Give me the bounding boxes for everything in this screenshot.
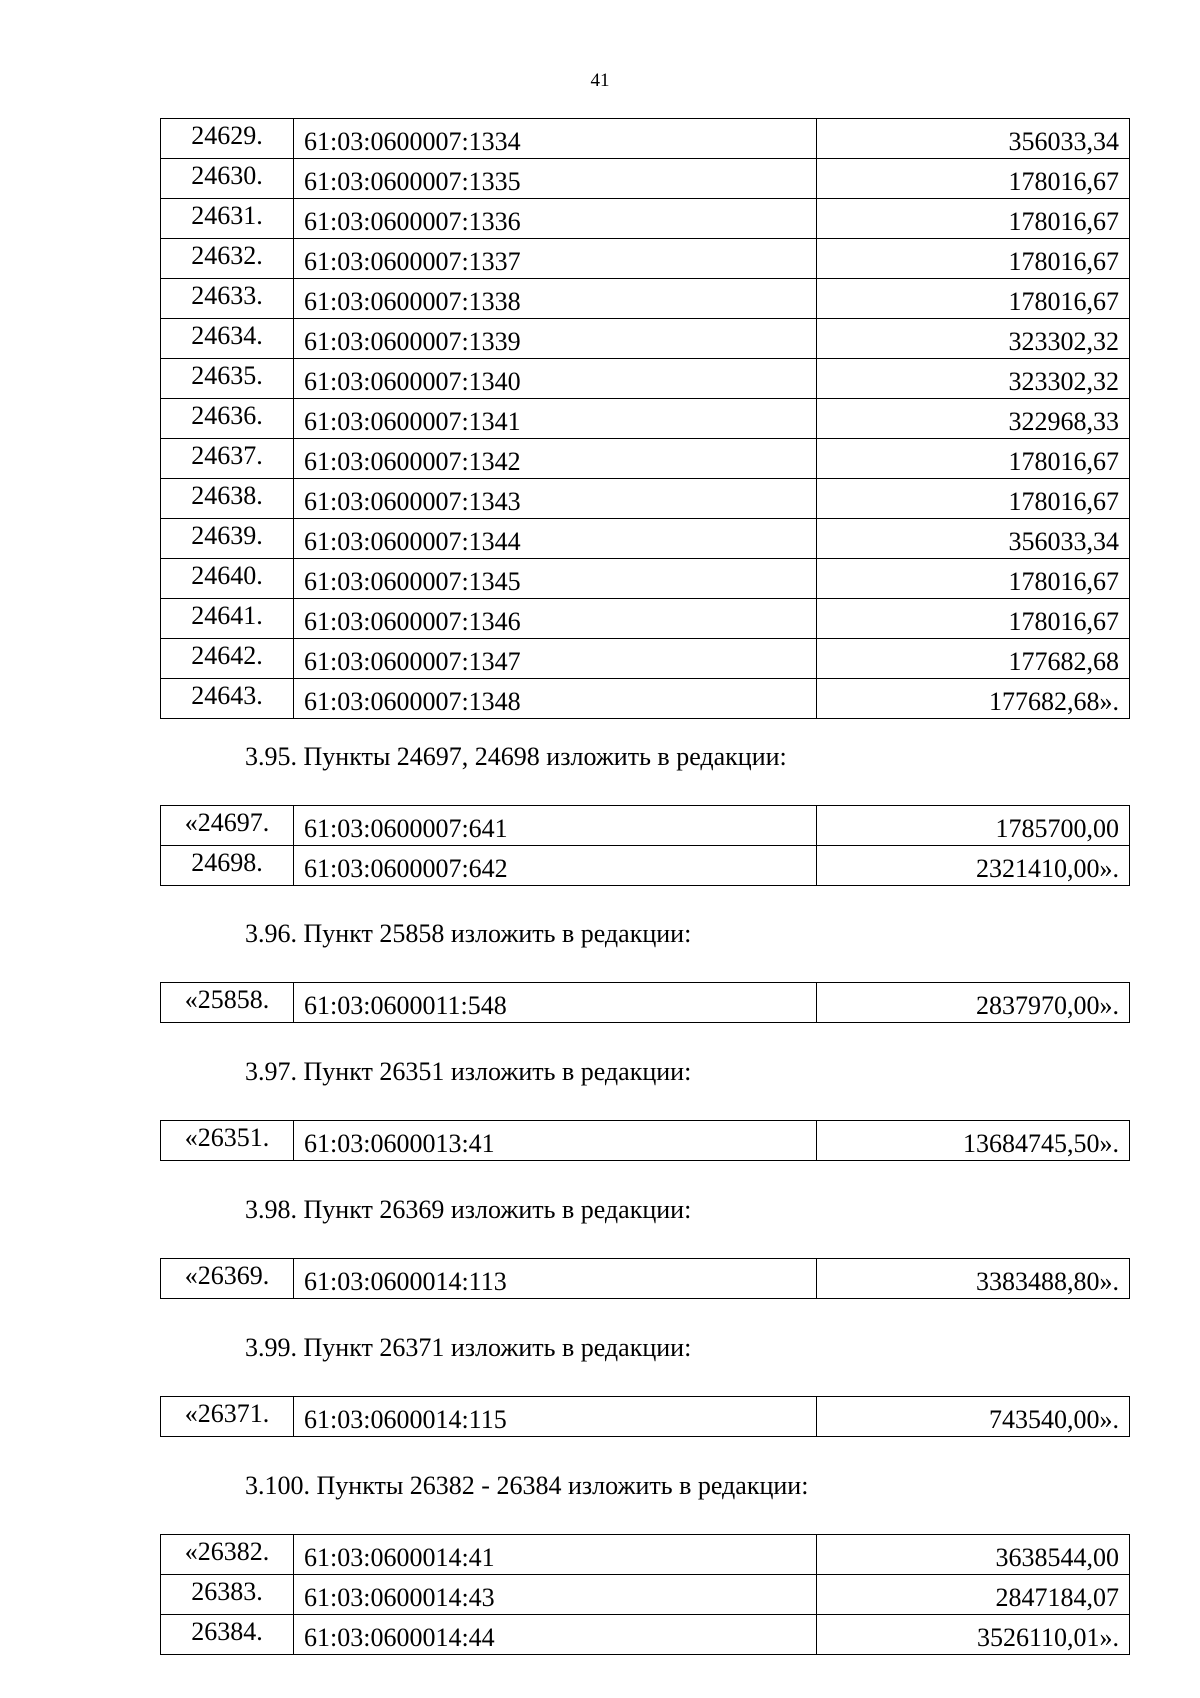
section-3-95-table-block (160, 805, 1200, 886)
item-number-cell: 24630. (161, 159, 294, 199)
cadastral-number-cell: 61:03:0600007:641 (294, 806, 817, 846)
value-cell: 323302,32 (817, 359, 1130, 399)
value-cell: 178016,67 (817, 159, 1130, 199)
value-cell: 2847184,07 (817, 1575, 1130, 1615)
cadastral-number-cell: 61:03:0600014:43 (294, 1575, 817, 1615)
cadastral-number-cell: 61:03:0600007:1338 (294, 279, 817, 319)
table-row (161, 439, 1130, 479)
cadastral-number-cell: 61:03:0600007:1341 (294, 399, 817, 439)
item-number-cell: «26382. (161, 1535, 294, 1575)
cadastral-number-cell: 61:03:0600007:1340 (294, 359, 817, 399)
table-row (161, 639, 1130, 679)
section-3-96-table-block (160, 982, 1200, 1023)
item-number-cell: 24632. (161, 239, 294, 279)
section-3-100-table-block (160, 1534, 1200, 1655)
cadastral-number-cell: 61:03:0600007:1337 (294, 239, 817, 279)
item-number-cell: 24635. (161, 359, 294, 399)
section-3-98 (160, 1195, 1200, 1225)
section-3-99-table-block (160, 1396, 1200, 1437)
item-number-cell: «26351. (161, 1121, 294, 1161)
cadastral-number-cell: 61:03:0600014:41 (294, 1535, 817, 1575)
item-number-cell: 24638. (161, 479, 294, 519)
cadastral-number-cell: 61:03:0600007:1344 (294, 519, 817, 559)
value-cell: 356033,34 (817, 119, 1130, 159)
cadastral-number-cell: 61:03:0600007:1339 (294, 319, 817, 359)
value-cell: 3383488,80». (817, 1259, 1130, 1299)
cadastral-number-cell: 61:03:0600007:1347 (294, 639, 817, 679)
section-heading: 3.99. Пункт 26371 изложить в редакции: (245, 1333, 692, 1362)
item-number-cell: 24637. (161, 439, 294, 479)
table-row (161, 119, 1130, 159)
register-table (160, 805, 1130, 886)
value-cell: 743540,00». (817, 1397, 1130, 1437)
value-cell: 178016,67 (817, 199, 1130, 239)
table-row (161, 846, 1130, 886)
item-number-cell: «25858. (161, 983, 294, 1023)
value-cell: 178016,67 (817, 279, 1130, 319)
value-cell: 3526110,01». (817, 1615, 1130, 1655)
table-row (161, 1575, 1130, 1615)
register-table-body (161, 1397, 1130, 1437)
value-cell: 178016,67 (817, 439, 1130, 479)
register-table-top-block (160, 118, 1200, 719)
item-number-cell: 24636. (161, 399, 294, 439)
register-table (160, 118, 1130, 719)
cadastral-number-cell: 61:03:0600007:1336 (294, 199, 817, 239)
section-3-99 (160, 1333, 1200, 1363)
item-number-cell: «24697. (161, 806, 294, 846)
table-row (161, 806, 1130, 846)
value-cell: 178016,67 (817, 239, 1130, 279)
section-heading: 3.97. Пункт 26351 изложить в редакции: (245, 1057, 692, 1086)
cadastral-number-cell: 61:03:0600007:1343 (294, 479, 817, 519)
cadastral-number-cell: 61:03:0600007:1348 (294, 679, 817, 719)
section-3-100 (160, 1471, 1200, 1501)
cadastral-number-cell: 61:03:0600007:1335 (294, 159, 817, 199)
item-number-cell: 24639. (161, 519, 294, 559)
table-row (161, 1397, 1130, 1437)
table-row (161, 599, 1130, 639)
cadastral-number-cell: 61:03:0600014:115 (294, 1397, 817, 1437)
item-number-cell: 24640. (161, 559, 294, 599)
cadastral-number-cell: 61:03:0600011:548 (294, 983, 817, 1023)
value-cell: 322968,33 (817, 399, 1130, 439)
register-table-body (161, 983, 1130, 1023)
item-number-cell: 26384. (161, 1615, 294, 1655)
section-3-97-table-block (160, 1120, 1200, 1161)
value-cell: 178016,67 (817, 559, 1130, 599)
register-table (160, 982, 1130, 1023)
table-row (161, 199, 1130, 239)
table-row (161, 983, 1130, 1023)
item-number-cell: 24641. (161, 599, 294, 639)
register-table (160, 1396, 1130, 1437)
section-3-97 (160, 1057, 1200, 1087)
section-heading: 3.95. Пункты 24697, 24698 изложить в редакции: (245, 742, 787, 771)
cadastral-number-cell: 61:03:0600014:113 (294, 1259, 817, 1299)
value-cell: 323302,32 (817, 319, 1130, 359)
table-row (161, 559, 1130, 599)
table-row (161, 319, 1130, 359)
table-row (161, 1121, 1130, 1161)
value-cell: 177682,68». (817, 679, 1130, 719)
table-row (161, 159, 1130, 199)
register-table-body (161, 1121, 1130, 1161)
table-row (161, 1535, 1130, 1575)
value-cell: 2321410,00». (817, 846, 1130, 886)
register-table-body (161, 806, 1130, 886)
cadastral-number-cell: 61:03:0600007:1334 (294, 119, 817, 159)
item-number-cell: 26383. (161, 1575, 294, 1615)
table-row (161, 519, 1130, 559)
register-table-body (161, 1259, 1130, 1299)
item-number-cell: 24631. (161, 199, 294, 239)
cadastral-number-cell: 61:03:0600007:1346 (294, 599, 817, 639)
cadastral-number-cell: 61:03:0600014:44 (294, 1615, 817, 1655)
item-number-cell: 24634. (161, 319, 294, 359)
value-cell: 356033,34 (817, 519, 1130, 559)
item-number-cell: 24629. (161, 119, 294, 159)
value-cell: 13684745,50». (817, 1121, 1130, 1161)
register-table (160, 1534, 1130, 1655)
table-row (161, 359, 1130, 399)
section-3-98-table-block (160, 1258, 1200, 1299)
table-row (161, 239, 1130, 279)
value-cell: 2837970,00». (817, 983, 1130, 1023)
register-table (160, 1258, 1130, 1299)
value-cell: 177682,68 (817, 639, 1130, 679)
table-row (161, 279, 1130, 319)
item-number-cell: «26371. (161, 1397, 294, 1437)
value-cell: 1785700,00 (817, 806, 1130, 846)
section-heading: 3.98. Пункт 26369 изложить в редакции: (245, 1195, 692, 1224)
register-table-body (161, 119, 1130, 719)
register-table-body (161, 1535, 1130, 1655)
page-number: 41 (590, 70, 610, 91)
cadastral-number-cell: 61:03:0600013:41 (294, 1121, 817, 1161)
cadastral-number-cell: 61:03:0600007:1345 (294, 559, 817, 599)
table-row (161, 399, 1130, 439)
cadastral-number-cell: 61:03:0600007:1342 (294, 439, 817, 479)
item-number-cell: 24698. (161, 846, 294, 886)
cadastral-number-cell: 61:03:0600007:642 (294, 846, 817, 886)
table-row (161, 1615, 1130, 1655)
item-number-cell: 24643. (161, 679, 294, 719)
value-cell: 178016,67 (817, 479, 1130, 519)
register-table (160, 1120, 1130, 1161)
table-row (161, 479, 1130, 519)
item-number-cell: 24642. (161, 639, 294, 679)
item-number-cell: «26369. (161, 1259, 294, 1299)
section-heading: 3.96. Пункт 25858 изложить в редакции: (245, 919, 692, 948)
value-cell: 178016,67 (817, 599, 1130, 639)
value-cell: 3638544,00 (817, 1535, 1130, 1575)
section-3-95 (160, 742, 1200, 772)
section-heading: 3.100. Пункты 26382 - 26384 изложить в редакции: (245, 1471, 809, 1500)
table-row (161, 679, 1130, 719)
table-row (161, 1259, 1130, 1299)
section-3-96 (160, 919, 1200, 949)
item-number-cell: 24633. (161, 279, 294, 319)
